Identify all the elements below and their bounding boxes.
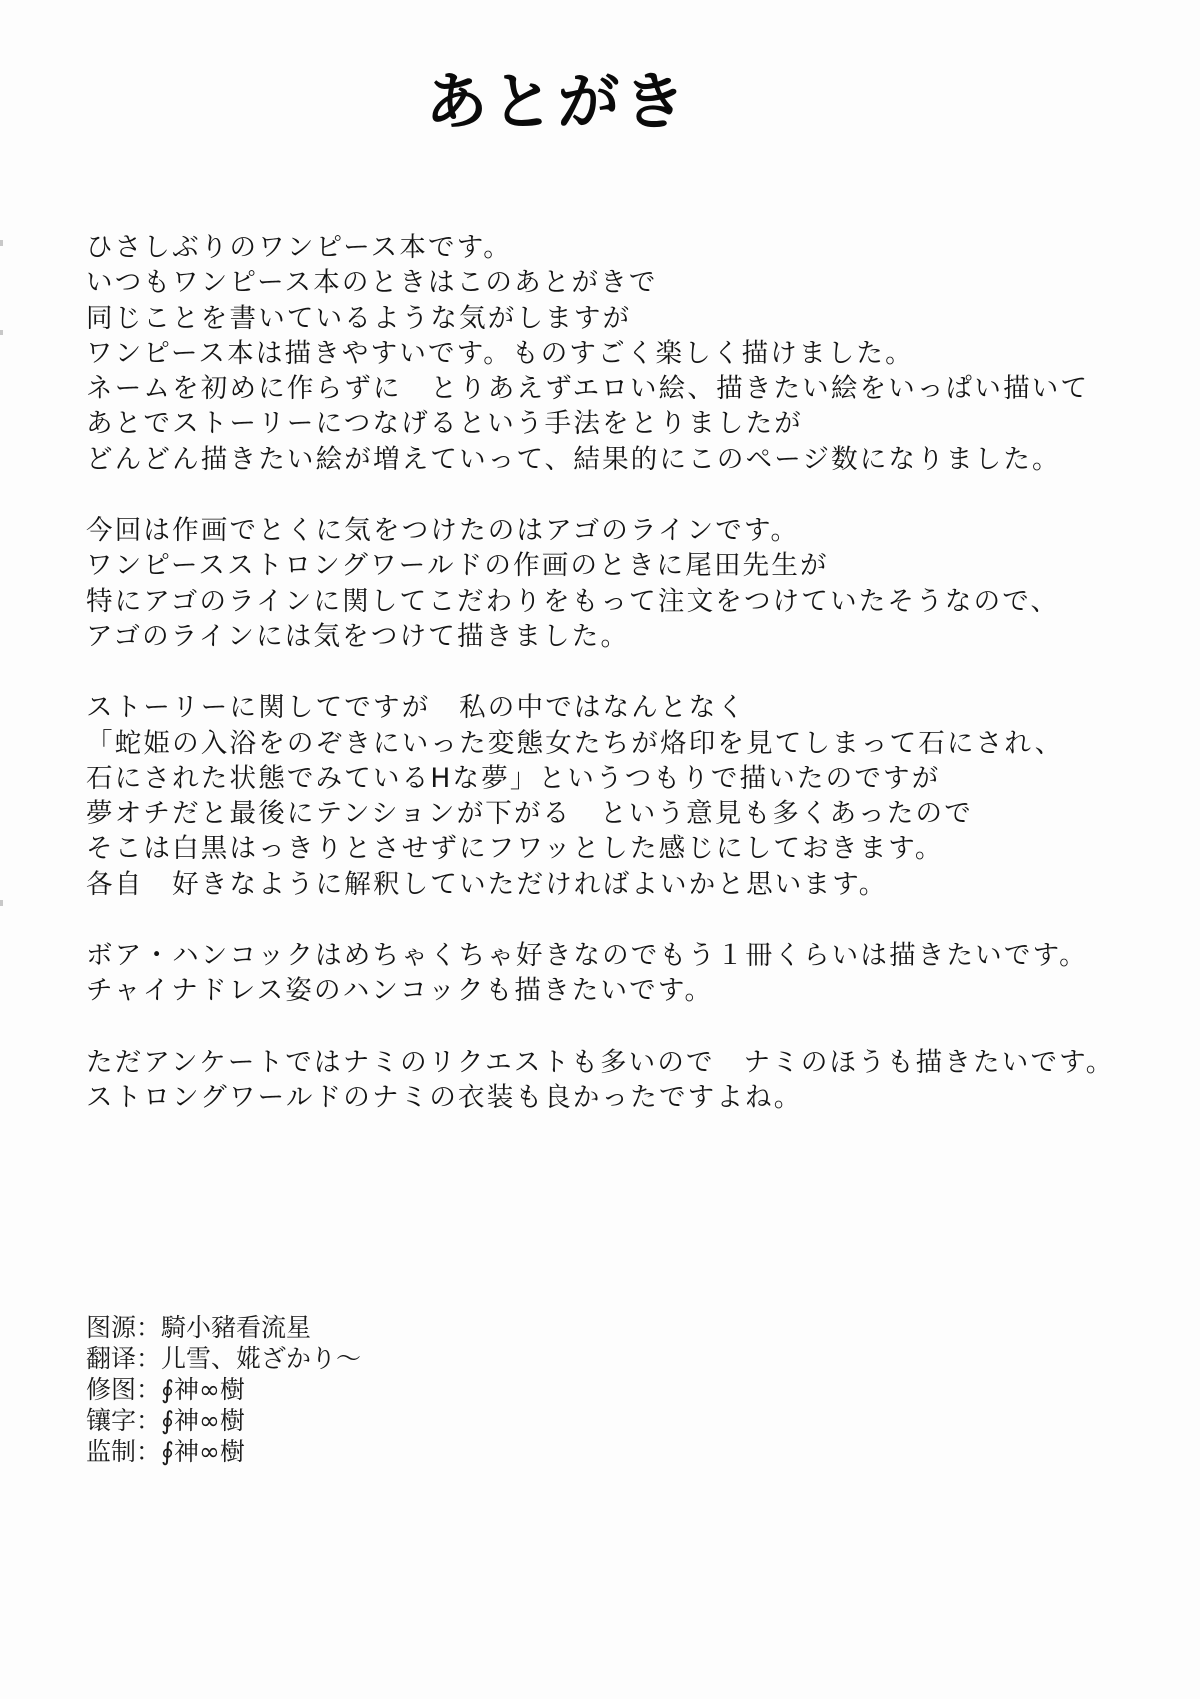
credit-separator: ：	[136, 1406, 162, 1435]
text-line: そこは白黒はっきりとさせずにフワッとした感じにしておきます。	[86, 833, 944, 865]
credit-name: 騎小豬看流星	[161, 1313, 312, 1342]
credit-retouch	[86, 1374, 361, 1405]
paragraph	[86, 230, 1166, 477]
text-line: 特にアゴのラインに関してこだわりをもって注文をつけていたそうなので、	[86, 585, 1060, 617]
text-line: アゴのラインには気をつけて描きました。	[86, 620, 630, 652]
credits-block	[86, 1312, 361, 1467]
text-line: ただアンケートではナミのリクエストも多いので ナミのほうも描きたいです。	[86, 1046, 1115, 1078]
credit-role: 监制	[86, 1437, 137, 1466]
credit-separator: ：	[136, 1313, 162, 1342]
paragraph	[86, 938, 1166, 1009]
text-line: ストロングワールドのナミの衣装も良かったですよね。	[86, 1081, 803, 1113]
text-line: チャイナドレス姿のハンコックも描きたいです。	[86, 975, 714, 1007]
credit-role: 修图	[86, 1375, 137, 1404]
text-line: 今回は作画でとくに気をつけたのはアゴのラインです。	[86, 515, 800, 547]
scan-edge-mark	[0, 330, 3, 335]
afterword-body	[86, 230, 1166, 1151]
paragraph	[86, 1045, 1166, 1116]
credit-supervision	[86, 1436, 361, 1467]
text-line: どんどん描きたい絵が増えていって、結果的にこのページ数になりました。	[86, 443, 1061, 475]
credit-source	[86, 1312, 361, 1343]
text-line: ワンピース本は描きやすいです。ものすごく楽しく描けました。	[86, 337, 914, 369]
credit-name: ∮神∞樹	[161, 1437, 245, 1466]
text-line: ストーリーに関してですが 私の中ではなんとなく	[86, 692, 747, 724]
scan-edge-mark	[0, 900, 3, 906]
text-line: 同じことを書いているような気がしますが	[86, 302, 632, 334]
scan-edge-mark	[0, 240, 3, 246]
text-line: 「蛇姫の入浴をのぞきにいった変態女たちが烙印を見てしまって石にされ、	[86, 727, 1064, 759]
text-line: ボア・ハンコックはめちゃくちゃ好きなのでもう１冊くらいは描きたいです。	[86, 940, 1088, 972]
credit-name: ∮神∞樹	[161, 1375, 245, 1404]
credit-name: ∮神∞樹	[161, 1406, 245, 1435]
credit-separator: ：	[136, 1344, 162, 1373]
credit-role: 图源	[86, 1313, 137, 1342]
paragraph	[86, 513, 1166, 654]
text-line: 各自 好きなように解釈していただければよいかと思います。	[86, 868, 888, 900]
credit-name: 儿雪、婲ざかり～	[161, 1344, 362, 1373]
credit-typesetting	[86, 1405, 361, 1436]
text-line: ひさしぶりのワンピース本です。	[86, 232, 512, 263]
text-line: ワンピースストロングワールドの作画のときに尾田先生が	[86, 550, 829, 582]
credit-separator: ：	[136, 1375, 162, 1404]
credit-role: 镶字	[86, 1406, 137, 1435]
text-line: いつもワンピース本のときはこのあとがきで	[86, 267, 658, 299]
paragraph	[86, 690, 1166, 902]
credit-translation	[86, 1343, 361, 1374]
text-line: あとでストーリーにつなげるという手法をとりましたが	[86, 408, 803, 440]
text-line: 夢オチだと最後にテンションが下がる という意見も多くあったので	[86, 798, 973, 830]
text-line: ネームを初めに作らずに とりあえずエロい絵、描きたい絵をいっぱい描いて	[86, 373, 1090, 405]
text-line: 石にされた状態でみているHな夢」というつもりで描いたのですが	[86, 762, 941, 794]
page-title: あとがき	[425, 65, 690, 138]
credit-role: 翻译	[86, 1344, 137, 1373]
credit-separator: ：	[136, 1437, 162, 1466]
